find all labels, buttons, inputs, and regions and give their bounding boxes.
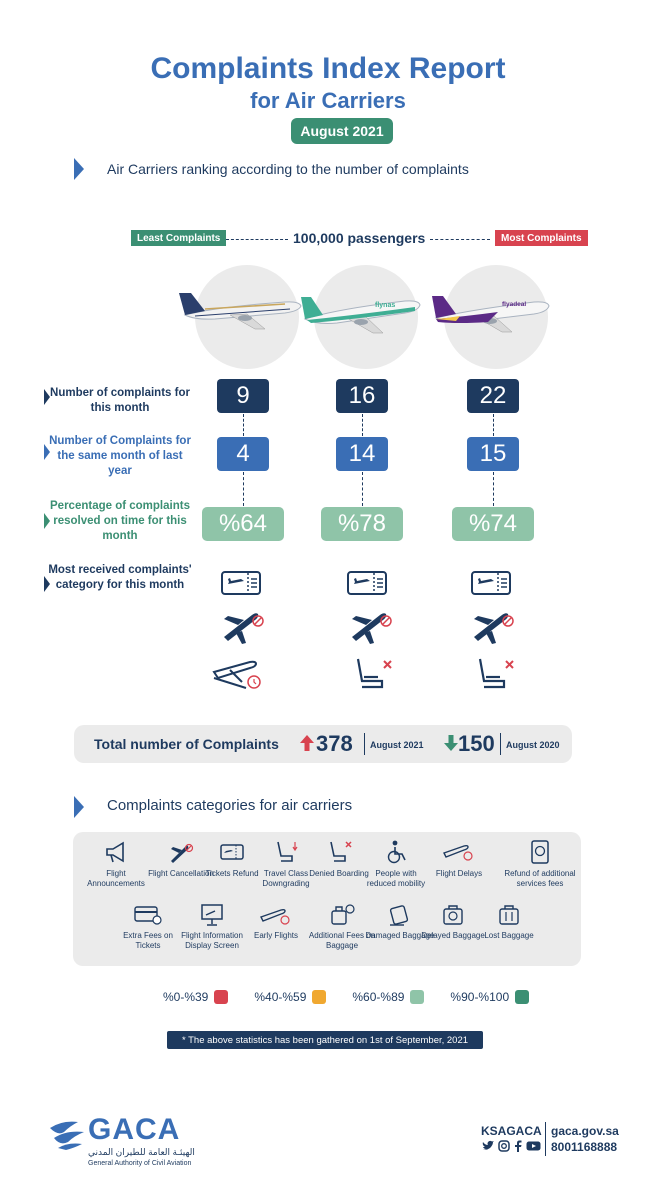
connector-line xyxy=(493,414,494,436)
legend-label: %40-%59 xyxy=(254,990,307,1004)
row-label-top-category: Most received complaints' category for this month xyxy=(48,564,192,591)
divider xyxy=(500,733,501,755)
org-name-arabic: الهيئـة العامة للطيران المدني xyxy=(88,1147,195,1157)
connector-line xyxy=(362,414,363,436)
complaints-last-year-value: 14 xyxy=(336,437,388,471)
category-item xyxy=(360,839,432,889)
legend-item xyxy=(254,990,326,1004)
gaca-logo-text: GACA xyxy=(88,1113,181,1146)
category-label: Extra Fees on Tickets xyxy=(123,931,173,950)
card-fees-icon xyxy=(132,903,164,927)
legend-item xyxy=(352,990,424,1004)
category-item xyxy=(80,839,152,889)
complaints-month-value: 16 xyxy=(336,379,388,413)
per-passengers-label: 100,000 passengers xyxy=(293,230,426,246)
baggage-fees-icon xyxy=(328,903,356,927)
plane-cancel-icon xyxy=(168,839,194,865)
category-item xyxy=(502,839,578,889)
report-subtitle: for Air Carriers xyxy=(250,88,406,113)
org-name-english: General Authority of Civil Aviation xyxy=(88,1160,192,1167)
delayed-baggage-icon xyxy=(440,903,466,927)
legend-swatch xyxy=(214,990,228,1004)
screen-icon xyxy=(199,903,225,927)
connector-line xyxy=(362,472,363,506)
category-item xyxy=(473,903,545,941)
arrow-down-icon xyxy=(443,734,459,752)
category-label: Travel Class Downgrading xyxy=(262,869,310,888)
category-label: Early Flights xyxy=(253,931,298,940)
legend xyxy=(163,990,529,1004)
category-label: Lost Baggage xyxy=(484,931,534,940)
youtube-icon[interactable] xyxy=(526,1140,541,1152)
connector-line xyxy=(243,472,244,506)
arrow-up-icon xyxy=(299,734,315,752)
row-label-complaints-last-year: Number of Complaints for the same month of last year xyxy=(49,435,191,477)
instagram-icon[interactable] xyxy=(498,1140,510,1152)
row-label-complaints-month: Number of complaints for this month xyxy=(50,387,190,414)
legend-swatch xyxy=(515,990,529,1004)
svg-text:flyadeal: flyadeal xyxy=(502,301,527,308)
flyadeal-plane-icon xyxy=(428,288,552,338)
damaged-baggage-icon xyxy=(386,903,414,927)
gaca-logo-icon xyxy=(48,1118,88,1152)
lost-baggage-icon xyxy=(496,903,522,927)
least-complaints-tag: Least Complaints xyxy=(131,230,226,246)
category-label: Flight Delays xyxy=(435,869,483,878)
legend-item xyxy=(163,990,228,1004)
seat-down-icon xyxy=(273,839,299,865)
website-link[interactable]: gaca.gov.sa xyxy=(551,1124,619,1138)
legend-label: %90-%100 xyxy=(450,990,510,1004)
connector-line xyxy=(493,472,494,506)
social-icons xyxy=(481,1140,541,1152)
wheelchair-icon xyxy=(383,839,409,865)
seat-x-icon xyxy=(326,839,352,865)
total-previous-value: 150 xyxy=(458,731,495,756)
complaints-month-value: 22 xyxy=(467,379,519,413)
section-arrow-icon xyxy=(74,796,84,818)
category-label: Refund of additional services fees xyxy=(504,869,576,888)
category-label: People with reduced mobility xyxy=(366,869,426,888)
social-handle: KSAGACA xyxy=(481,1124,542,1138)
ticket-icon xyxy=(470,569,512,597)
connector-line xyxy=(243,414,244,436)
refund-icon xyxy=(527,839,553,865)
statistics-note: * The above statistics has been gathered on 1st of September, 2021 xyxy=(167,1031,483,1049)
legend-swatch xyxy=(312,990,326,1004)
total-previous-period: August 2020 xyxy=(506,740,560,750)
plane-cancel-icon xyxy=(468,605,518,645)
saudia-plane-icon xyxy=(175,285,305,335)
complaints-last-year-value: 4 xyxy=(217,437,269,471)
scale-dash-left xyxy=(226,239,288,240)
resolved-pct-value: %74 xyxy=(452,507,534,541)
section-arrow-icon xyxy=(74,158,84,180)
twitter-icon[interactable] xyxy=(481,1140,494,1152)
ranking-section-title: Air Carriers ranking according to the number of complaints xyxy=(107,161,469,177)
plane-cancel-icon xyxy=(218,605,268,645)
scale-dash-right xyxy=(430,239,490,240)
month-badge: August 2021 xyxy=(291,118,393,144)
seat-x-icon xyxy=(352,655,396,693)
categories-section-title: Complaints categories for air carriers xyxy=(107,797,353,814)
plane-clock-icon xyxy=(442,839,476,865)
legend-item xyxy=(450,990,529,1004)
category-label: Flight Cancellation xyxy=(148,869,214,878)
plane-early-icon xyxy=(259,903,293,927)
total-current-period: August 2021 xyxy=(370,740,424,750)
divider xyxy=(364,733,365,755)
seat-x-icon xyxy=(474,655,518,693)
ticket-icon xyxy=(220,569,262,597)
category-label: Denied Boarding xyxy=(309,869,369,878)
legend-label: %0-%39 xyxy=(163,990,209,1004)
ticket-icon xyxy=(346,569,388,597)
resolved-pct-value: %78 xyxy=(321,507,403,541)
legend-swatch xyxy=(410,990,424,1004)
megaphone-icon xyxy=(103,839,129,865)
resolved-pct-value: %64 xyxy=(202,507,284,541)
plane-cancel-icon xyxy=(346,605,396,645)
category-label: Delayed Baggage xyxy=(421,931,485,940)
most-complaints-tag: Most Complaints xyxy=(495,230,588,246)
ticket-icon xyxy=(219,839,245,865)
flynas-plane-icon xyxy=(297,285,423,337)
total-current-value: 378 xyxy=(316,731,353,756)
legend-label: %60-%89 xyxy=(352,990,405,1004)
svg-text:flynas: flynas xyxy=(375,302,396,309)
category-item xyxy=(423,839,495,879)
category-label: Flight Announcements xyxy=(87,869,145,888)
category-label: Tickets Refund xyxy=(205,869,259,878)
category-label: Damaged Baggage xyxy=(365,931,435,940)
category-label: Additional Fees on Baggage xyxy=(308,931,376,950)
total-complaints-label: Total number of Complaints xyxy=(94,736,279,752)
footer-divider xyxy=(545,1122,546,1156)
facebook-icon[interactable] xyxy=(514,1140,522,1152)
category-label: Flight Information Display Screen xyxy=(181,931,243,950)
complaints-month-value: 9 xyxy=(217,379,269,413)
report-title: Complaints Index Report xyxy=(150,52,506,85)
complaints-last-year-value: 15 xyxy=(467,437,519,471)
row-label-resolved-pct: Percentage of complaints resolved on time for this month xyxy=(50,500,190,542)
plane-clock-icon xyxy=(212,658,264,692)
phone-number[interactable]: 8001168888 xyxy=(551,1140,618,1154)
